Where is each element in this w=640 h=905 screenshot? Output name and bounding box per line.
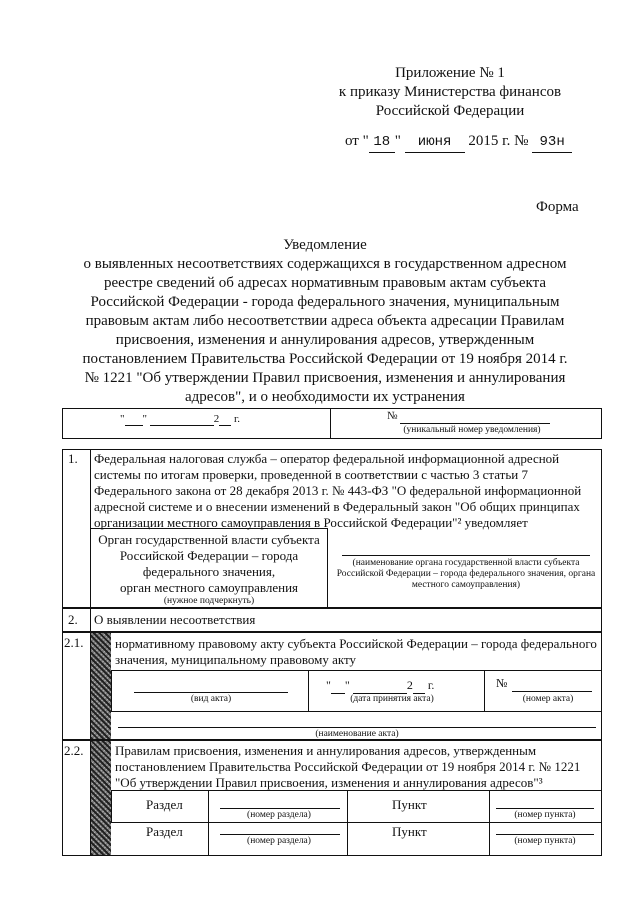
section-2-1-text: [115, 636, 600, 668]
act-date-quote-close: ": [344, 678, 350, 692]
org-name-caption-line: Российской Федерации – города федерального значения, органа: [336, 569, 596, 579]
section-2-1-line: нормативному правовому акту субъекта Российской Федерации – города федерального: [115, 636, 597, 651]
notice-title: [40, 236, 610, 407]
date-year-suffix: г.: [234, 413, 241, 425]
form-label: Форма: [536, 199, 579, 215]
date-quote-close: ": [142, 413, 147, 425]
divider: [308, 670, 309, 712]
notice-date-field[interactable]: [120, 413, 240, 426]
notice-line: правовым актам либо несоответствии адреса объекта адресации Правилам: [85, 313, 565, 329]
appendix-order-ref: к приказу Министерства финансов: [338, 84, 562, 100]
org-name-caption-line: (наименование органа государственной власти субъекта: [352, 558, 580, 568]
act-number-sign: №: [496, 676, 508, 690]
rule-point-field-line[interactable]: [496, 834, 594, 835]
rule-section-field-line[interactable]: [220, 834, 340, 835]
rule-section-caption: (номер раздела): [247, 836, 311, 846]
section-2-label: О выявлении несоответствия: [94, 612, 256, 627]
section-2-1-number: 2.1.: [64, 635, 84, 650]
section-2-1-checkbox[interactable]: [91, 633, 111, 739]
divider: [330, 408, 331, 439]
rule-point-label: Пункт: [392, 797, 427, 812]
notice-heading: Уведомление: [283, 237, 367, 253]
divider: [90, 608, 91, 632]
section-1-line: организации местного самоуправления в Российской Федерации"² уведомляет: [94, 515, 528, 530]
section-2-2-text: [115, 743, 600, 791]
order-date-line: [345, 132, 572, 153]
divider: [489, 790, 490, 856]
act-number-field-line[interactable]: [512, 691, 592, 692]
org-type-note: (нужное подчеркнуть): [163, 596, 255, 606]
number-field-line[interactable]: [400, 423, 550, 424]
org-name-caption: [332, 558, 600, 591]
section-2-2-line: "Об утверждении Правил присвоения, изменения и аннулирования адресов"³: [115, 775, 543, 790]
org-type-line: орган местного самоуправления: [119, 580, 299, 595]
org-type-line: федерального значения,: [142, 564, 276, 579]
section-1-text: [94, 451, 599, 531]
notice-line: реестре сведений об адресах нормативным правовым актам субъекта: [103, 275, 547, 291]
appendix-ministry: Российской Федерации: [375, 103, 525, 119]
section-1-line: системы по итогам проверки, проведенной в соответствии с частью 3 статьи 7: [94, 467, 528, 482]
act-date-caption: (дата принятия акта): [350, 694, 434, 704]
appendix-header: [330, 64, 570, 121]
rule-section-label: Раздел: [146, 824, 183, 839]
order-year: 2015 г. №: [468, 133, 529, 149]
date-quote-open: ": [120, 413, 125, 425]
org-name-caption-line: местного самоуправления): [411, 580, 521, 590]
act-name-caption: (наименование акта): [315, 729, 399, 739]
org-type-line: Российской Федерации – города: [119, 548, 299, 563]
section-1-line: Федеральная налоговая служба – оператор федеральной информационной адресной: [94, 451, 560, 466]
rule-section-label: Раздел: [146, 797, 183, 812]
number-sign: №: [387, 410, 398, 422]
order-day: 18: [369, 133, 395, 153]
section-2-2-number: 2.2.: [64, 743, 84, 758]
divider: [208, 790, 209, 856]
divider: [347, 790, 348, 856]
act-type-caption: (вид акта): [190, 694, 232, 704]
date-year-digit: 2: [213, 413, 220, 425]
number-caption: (уникальный номер уведомления): [403, 425, 541, 435]
rule-section-caption: (номер раздела): [247, 810, 311, 820]
notice-line: Российской Федерации - города федерального значения, муниципальным: [90, 294, 560, 310]
rule-point-label: Пункт: [392, 824, 427, 839]
act-date-quote-open: ": [326, 678, 331, 692]
section-1-number: 1.: [68, 451, 78, 466]
act-name-field-line[interactable]: [118, 727, 596, 728]
order-month: июня: [405, 133, 465, 153]
notice-line: адресов", и о необходимости их устранения: [185, 389, 465, 405]
section-2-2-line: постановлением Правительства Российской Федерации от 19 ноября 2014 г. № 1221: [115, 759, 581, 774]
order-quote: ": [394, 133, 401, 149]
act-type-field-line[interactable]: [134, 692, 288, 693]
section-2-1-line: значения, муниципальному правовому акту: [115, 652, 357, 667]
notice-line: № 1221 "Об утверждении Правил присвоения, изменения и аннулирования: [84, 370, 566, 386]
order-prefix: от ": [345, 133, 369, 149]
notice-line: о выявленных несоответствиях содержащихся в государственном адресном: [83, 256, 567, 272]
rule-point-field-line[interactable]: [496, 808, 594, 809]
notice-line: постановлением Правительства Российской Федерации от 19 ноября 2014 г.: [82, 351, 568, 367]
divider: [484, 670, 485, 712]
org-type-line: Орган государственной власти субъекта: [98, 532, 320, 547]
rule-section-field-line[interactable]: [220, 808, 340, 809]
act-date-field[interactable]: [326, 678, 434, 694]
notice-line: присвоения, изменения и аннулирования адресов, утвержденным: [115, 332, 535, 348]
org-name-field-line[interactable]: [342, 555, 590, 556]
section-2-2-checkbox[interactable]: [91, 741, 111, 855]
section-1-line: Федерального закона от 28 декабря 2013 г. № 443-ФЗ "О федеральной информационной: [94, 483, 582, 498]
rule-point-caption: (номер пункта): [514, 836, 576, 846]
order-number: 93н: [532, 133, 572, 153]
section-2-number: 2.: [68, 612, 78, 627]
rule-point-caption: (номер пункта): [514, 810, 576, 820]
appendix-title: Приложение № 1: [395, 65, 505, 81]
act-number-caption: (номер акта): [522, 694, 574, 704]
act-date-suffix: г.: [427, 678, 435, 692]
section-2-2-line: Правилам присвоения, изменения и аннулирования адресов, утвержденным: [115, 743, 537, 758]
act-date-year-digit: 2: [406, 678, 413, 692]
org-type-text: [92, 532, 326, 607]
section-1-line: адресной системе и о внесении изменений в Федеральный закон "Об общих принципах: [94, 499, 580, 514]
